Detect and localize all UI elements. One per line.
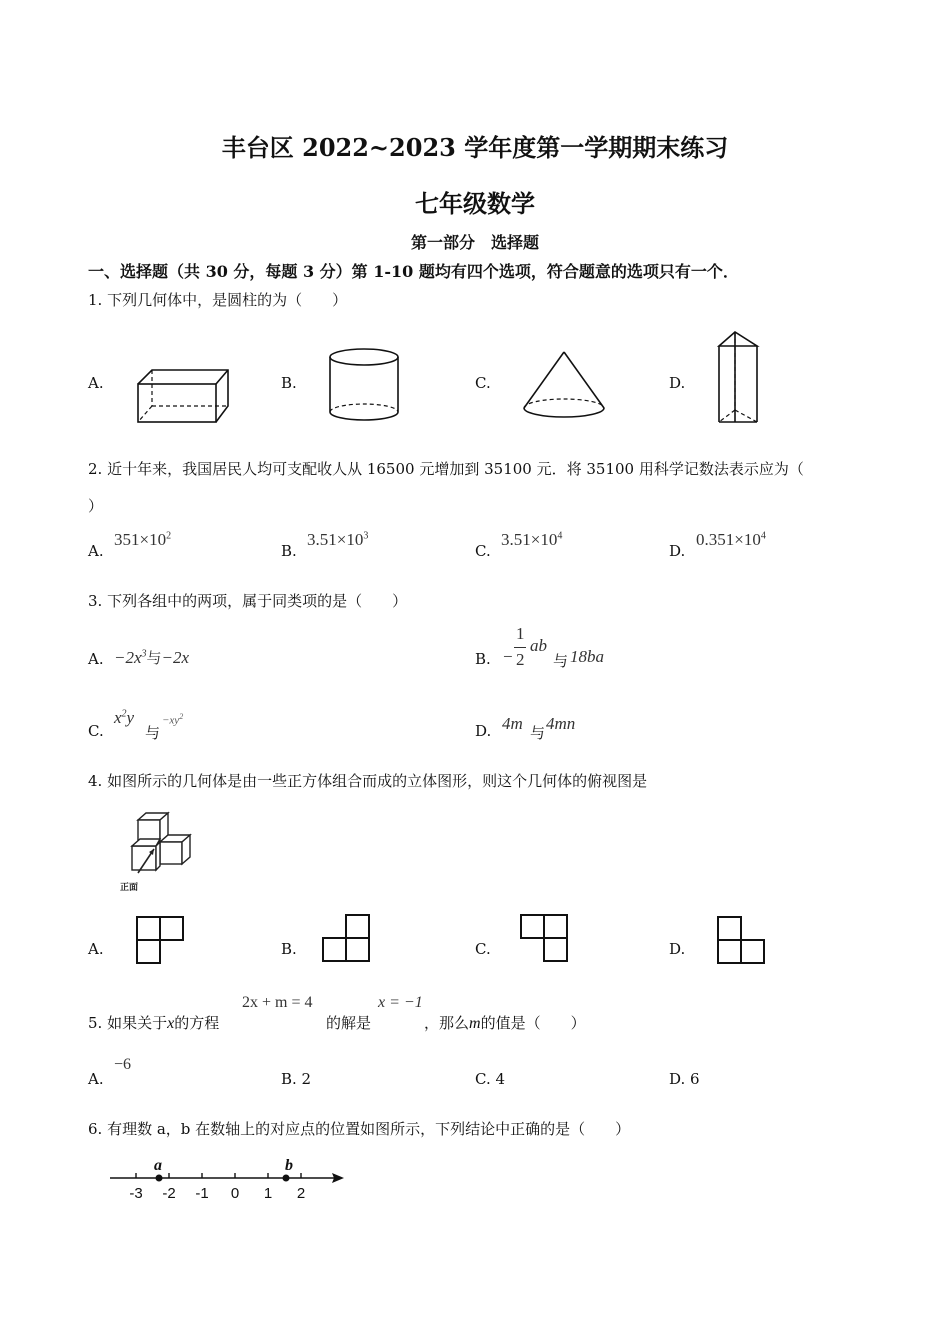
q1-option-c-label: C. [475,374,491,392]
q1-option-b-label: B. [281,374,297,392]
q5-option-c: C. 4 [475,1070,506,1088]
q5-option-a-label: A. [88,1070,104,1088]
cone-figure [522,350,606,422]
q2-option-a-label: A. [88,542,104,560]
q3-option-c-term1: $x^2y$ [114,708,135,727]
q5-stem-c: 的解是 [326,1014,372,1032]
number-line-tick-label: -1 [195,1185,209,1202]
q3-option-b-term2: 18ba [570,647,604,666]
q3-option-d-term1: 4m [502,714,523,733]
q6-stem: 6. 有理数 a，b 在数轴上的对应点的位置如图所示，下列结论中正确的是（ ） [88,1120,631,1138]
part-heading: 第一部分 选择题 [410,233,539,252]
q3-option-c-label: C. [88,722,104,740]
q1-stem: 1. 下列几何体中，是圆柱的为（ ） [88,291,348,309]
q2-stem-line2: ） [88,497,104,515]
front-label: 正面 [120,883,139,893]
q2-option-c-label: C. [475,542,491,560]
q5-option-d: D. 6 [669,1070,700,1088]
cylinder-figure [328,348,400,424]
number-line-tick-label: -2 [162,1185,176,1202]
q2-option-d-label: D. [669,542,686,560]
q2-option-a-value: $351\times 10^2$ [114,530,172,549]
section-heading: 一、选择题（共 30 分，每题 3 分）第 1-10 题均有四个选项，符合题意的选项只有一个． [88,262,739,281]
q4-stem: 4. 如图所示的几何体是由一些正方体组合而成的立体图形，则这个几何体的俯视图是 [88,772,648,790]
q3-option-a-label: A. [88,650,104,668]
point-a-label: a [154,1157,162,1174]
q3-option-d-label: D. [475,722,492,740]
number-line-tick-label: 0 [230,1185,240,1202]
q3-option-d-term2: 4mn [546,714,576,733]
q3-fraction-bar [514,647,526,648]
q2-option-b-value: $3.51\times 10^3$ [307,530,369,549]
q4-option-c-label: C. [475,940,491,958]
q3-option-b-var: ab [530,636,547,655]
q3-option-b-minus: − [502,647,514,666]
q5-stem-d: ，那么m的值是（ ） [424,1014,586,1032]
q3-option-b-label: B. [475,650,491,668]
number-line-tick-label: 1 [263,1185,273,1202]
q3-stem: 3. 下列各组中的两项，属于同类项的是（ ） [88,592,408,610]
q2-option-d-value: $0.351\times 10^4$ [696,530,766,549]
q4-option-b-figure [322,914,372,964]
point-a [156,1175,163,1182]
q2-stem-line1: 2. 近十年来，我国居民人均可支配收人从 16500 元增加到 35100 元．将 35100 用科学记数法表示应为（ [88,460,804,478]
q4-option-a-label: A. [88,940,104,958]
q5-equation: 2x + m = 4 [242,994,313,1011]
q3-option-c-term2: $-xy^2$ [162,712,184,727]
page-subtitle: 七年级数学 [415,189,535,218]
q2-option-c-value: $3.51\times 10^4$ [501,530,563,549]
q2-option-b-label: B. [281,542,297,560]
number-line-tick-label: 2 [296,1185,306,1202]
triangular-prism-figure [717,330,761,426]
q4-option-d-label: D. [669,940,686,958]
q3-option-a-value: $-2x^3$与−2x [114,648,190,667]
q3-option-b-denominator: 2 [516,650,525,669]
point-b [283,1175,290,1182]
q5-option-a-value: −6 [114,1056,132,1073]
q3-option-b-mid: 与 [553,652,569,670]
q1-option-a-label: A. [88,374,104,392]
q5-option-b: B. 2 [281,1070,312,1088]
q5-solution: x = −1 [378,994,423,1011]
cuboid-figure [136,366,228,426]
page-title: 丰台区 2022~2023 学年度第一学期期末练习 [221,133,729,162]
q4-option-a-figure [136,916,186,966]
q3-option-c-mid: 与 [145,724,161,742]
q5-stem: 5. 如果关于x的方程 [88,1014,220,1032]
q4-option-b-label: B. [281,940,297,958]
point-b-label: b [285,1157,293,1174]
cube-stack-figure [120,810,202,896]
q4-option-d-figure [717,916,767,966]
number-line-tick-label: -3 [129,1185,143,1202]
q4-option-c-figure [520,914,570,964]
number-line [108,1154,348,1206]
q1-option-d-label: D. [669,374,686,392]
q3-option-b-numerator: 1 [516,624,525,643]
q3-option-d-mid: 与 [530,724,546,742]
